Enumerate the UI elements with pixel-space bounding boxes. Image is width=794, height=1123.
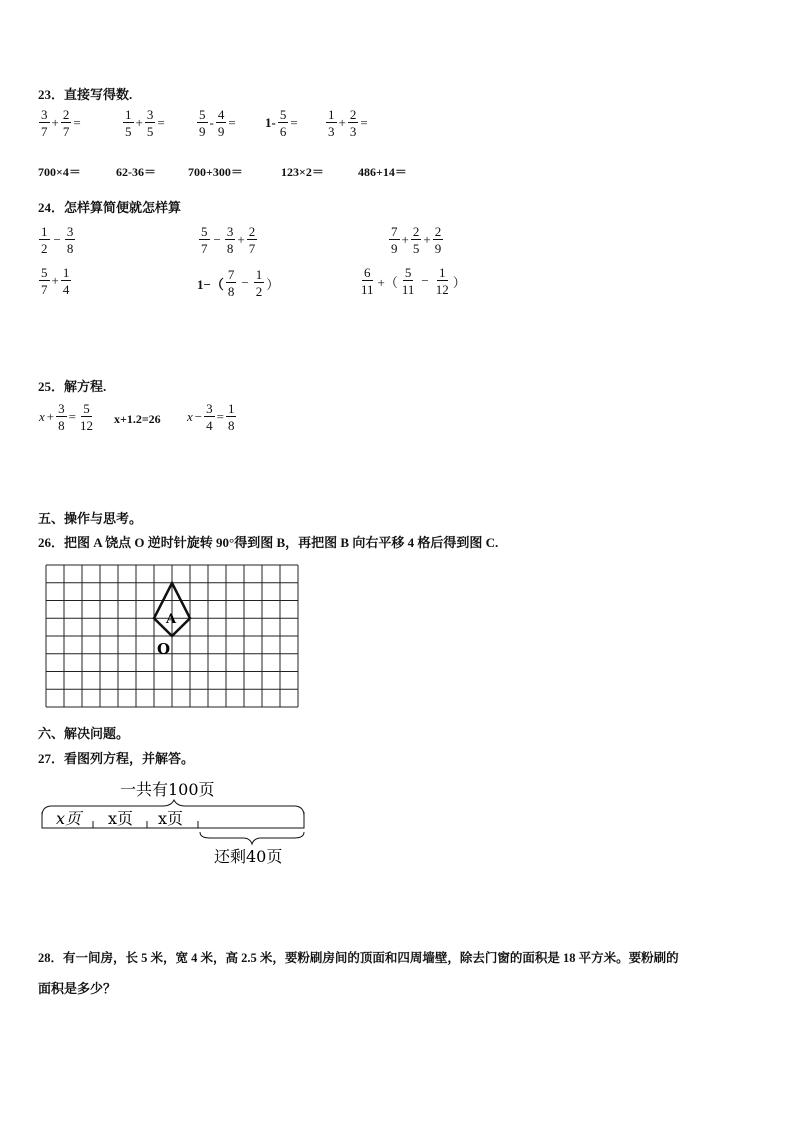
q24-expression-2	[198, 225, 258, 255]
numerator: 3	[58, 401, 65, 416]
q28-line-2: 面积是多少？	[38, 981, 117, 996]
operator: +	[51, 273, 59, 288]
numerator: 3	[146, 107, 154, 122]
remaining-pages-label: 还剩40页	[214, 847, 283, 866]
operator: +（	[377, 274, 398, 290]
denominator: 4	[62, 282, 70, 297]
denominator: 2	[41, 241, 48, 256]
denominator: 7	[62, 124, 70, 139]
denominator: 3	[328, 124, 335, 139]
operator: −	[53, 232, 61, 247]
denominator: 7	[248, 241, 256, 256]
q26-title: 26．把图 A 饶点 O 逆时针旋转 90°得到图 B，再把图 B 向右平移 4 格后得到图 C.	[38, 535, 499, 550]
denominator: 12	[435, 282, 449, 297]
denominator: 3	[349, 124, 357, 139]
numerator: 7	[391, 224, 398, 239]
operator: +	[423, 232, 431, 247]
numerator: 5	[279, 107, 287, 122]
denominator: 9	[199, 124, 206, 139]
denominator: 9	[434, 241, 442, 256]
q24-expression-3	[388, 225, 444, 255]
denominator: 11	[361, 282, 374, 297]
numerator: 4	[217, 107, 225, 122]
q23-mental-2: 62-36＝	[116, 165, 156, 179]
equals: =	[360, 115, 368, 130]
denominator: 5	[412, 241, 420, 256]
numerator: 1	[328, 107, 335, 122]
numerator: 7	[227, 267, 235, 282]
numerator: 3	[226, 224, 234, 239]
numerator: 2	[434, 224, 442, 239]
q24-title: 24．怎样算简便就怎样算	[38, 200, 182, 215]
rotation-grid	[44, 563, 300, 709]
operator: −	[213, 232, 221, 247]
q23-fraction-4	[264, 108, 299, 138]
equals: =	[228, 115, 236, 130]
denominator: 7	[201, 241, 208, 256]
close-paren: ）	[452, 274, 466, 290]
numerator: 5	[83, 401, 90, 416]
operator: +	[51, 115, 59, 130]
denominator: 6	[279, 124, 287, 139]
q24-expression-4	[38, 266, 72, 296]
operator: +	[401, 232, 409, 247]
numerator: 3	[41, 107, 48, 122]
q23-fraction-3	[196, 108, 237, 138]
close-paren: ）	[266, 276, 280, 292]
denominator: 8	[66, 241, 74, 256]
q24-expression-1	[38, 225, 76, 255]
operator: +	[237, 232, 245, 247]
denominator: 8	[227, 418, 235, 433]
numerator: 2	[412, 224, 420, 239]
page-diagram	[38, 776, 310, 870]
numerator: 1	[125, 107, 132, 122]
numerator: 1	[255, 267, 263, 282]
q23-fraction-2	[122, 108, 166, 138]
equals: =	[216, 409, 224, 424]
operator: +	[338, 115, 346, 130]
denominator: 5	[125, 124, 132, 139]
numerator: 1	[227, 401, 235, 416]
numerator: 2	[349, 107, 357, 122]
numerator: 5	[41, 265, 48, 280]
section-6-heading: 六、解决问题。	[38, 726, 130, 741]
numerator: 1	[62, 265, 70, 280]
segment-x-2: x页	[108, 809, 134, 828]
denominator: 4	[206, 418, 213, 433]
operator: −	[194, 409, 203, 424]
denominator: 8	[226, 241, 234, 256]
denominator: 5	[146, 124, 154, 139]
q28-line-1: 28．有一间房，长 5 米，宽 4 米，高 2.5 米，要粉刷房间的顶面和四周墙壁，除去门窗的面积是 18 平方米。要粉刷的	[38, 951, 679, 965]
q24-expression-6	[358, 266, 467, 296]
numerator: 5	[199, 107, 206, 122]
q23-fraction-1	[38, 108, 82, 138]
denominator: 12	[79, 418, 93, 433]
denominator: 9	[391, 241, 398, 256]
q23-mental-4: 123×2＝	[281, 165, 324, 179]
numerator: 3	[206, 401, 213, 416]
total-pages-label: 一共有100页	[120, 780, 215, 799]
lead-term: 1−（	[197, 276, 224, 292]
denominator: 2	[255, 284, 263, 299]
q23-mental-1: 700×4＝	[38, 165, 81, 179]
numerator: 5	[404, 265, 412, 280]
denominator: 11	[401, 282, 415, 297]
numerator: 1	[439, 265, 446, 280]
q23-mental-3: 700+300＝	[188, 165, 243, 179]
denominator: 7	[41, 282, 48, 297]
q25-title: 25．解方程.	[38, 379, 107, 394]
operator: −	[421, 273, 429, 288]
q25-equation-1	[38, 402, 96, 432]
q23-title: 23．直接写得数.	[38, 87, 133, 102]
q25-equation-3	[186, 402, 237, 432]
denominator: 8	[227, 284, 235, 299]
denominator: 8	[58, 418, 65, 433]
denominator: 9	[217, 124, 225, 139]
numerator: 2	[248, 224, 256, 239]
shape-a-label: A	[166, 612, 177, 627]
segment-x-1: x页	[56, 809, 82, 828]
numerator: 3	[66, 224, 74, 239]
point-o-label: O	[157, 640, 171, 658]
segment-x-3: x页	[158, 809, 184, 828]
denominator: 7	[41, 124, 48, 139]
variable-x: x	[187, 409, 193, 424]
q25-equation-2: x+1.2=26	[114, 412, 161, 426]
q23-fraction-5	[325, 108, 369, 138]
equals: =	[68, 409, 76, 424]
q23-mental-5: 486+14＝	[358, 165, 407, 179]
operator: +	[135, 115, 143, 130]
equals: =	[290, 115, 298, 130]
operator: −	[241, 275, 249, 290]
numerator: 5	[201, 224, 208, 239]
bottom-brace	[200, 832, 304, 844]
equals: =	[157, 115, 165, 130]
lead-term: 1-	[265, 115, 276, 130]
numerator: 6	[364, 265, 371, 280]
q27-title: 27．看图列方程，并解答。	[38, 751, 195, 766]
numerator: 1	[41, 224, 48, 239]
variable-x: x	[39, 409, 45, 424]
operator: +	[46, 409, 55, 424]
operator: -	[209, 115, 214, 130]
numerator: 2	[62, 107, 70, 122]
q24-expression-5	[196, 268, 280, 298]
section-5-heading: 五、操作与思考。	[38, 511, 143, 526]
equals: =	[73, 115, 81, 130]
